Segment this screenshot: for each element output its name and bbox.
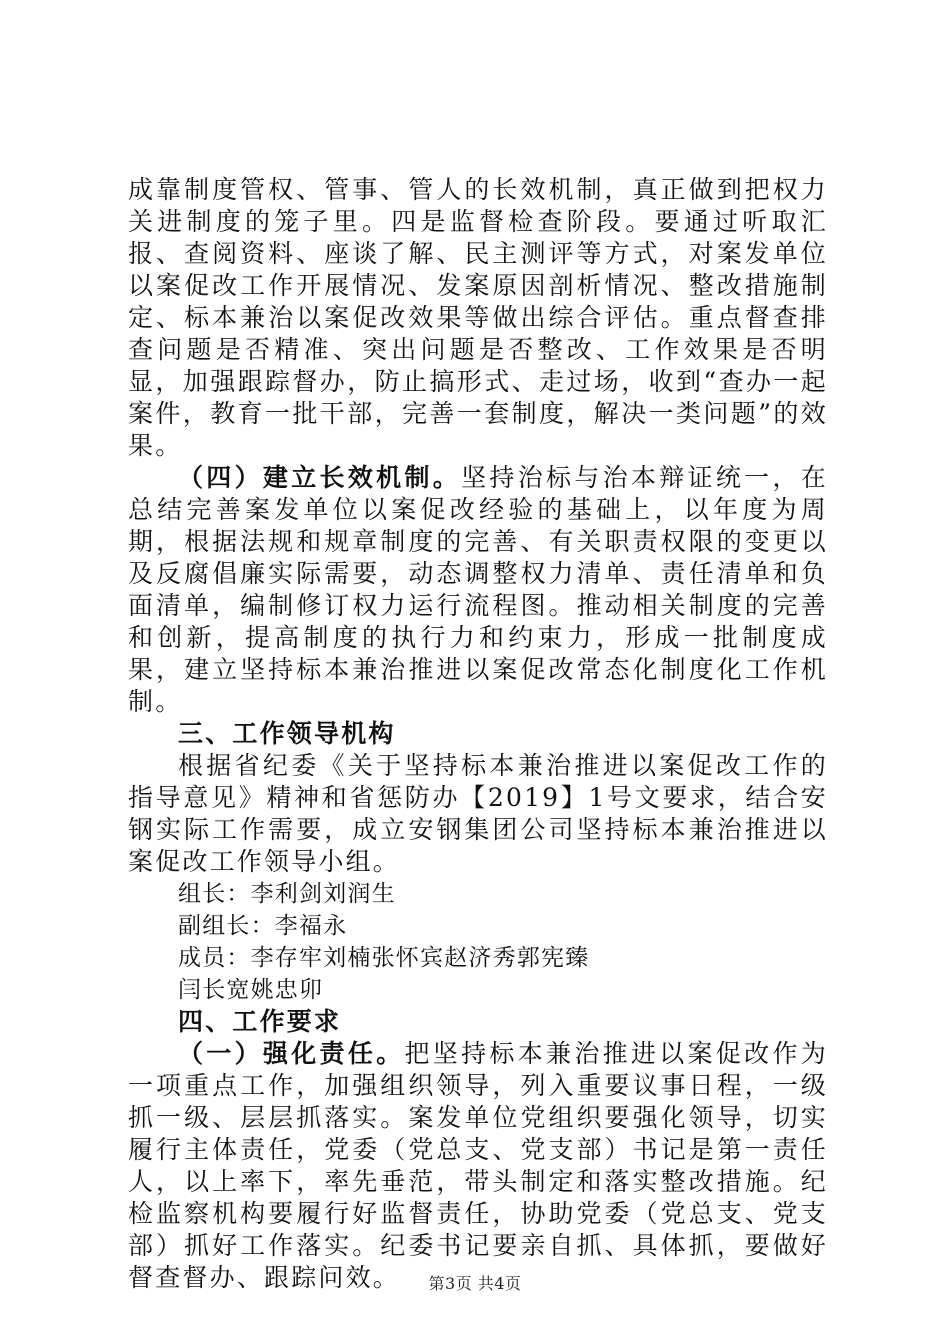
team-members: 成员：李存牢刘楠张怀宾赵济秀郭宪臻 [178, 945, 590, 971]
paragraph-supervision-stage: 成靠制度管权、管事、管人的长效机制，真正做到把权力关进制度的笼子里。四是监督检查阶段。要通过听取汇报、查阅资料、座谈了解、民主测评等方式，对案发单位以案促改工作开展情况、发案原因剖析情况、整改措施制定、标本兼治以案促改效果等做出综合评估。重点督查排查问题是否精准、突出问题是否整改、工作效果是否明显，加强跟踪督办，防止搞形式、走过场，收到“查办一起案件，教育一批干部，完善一套制度，解决一类问题”的效果。 [128, 175, 828, 460]
paragraph-body-four: 坚持治标与治本辩证统一，在总结完善案发单位以案促改经验的基础上，以年度为周期，根据法规和规章制度的完善、有关职责权限的变更以及反腐倡廉实际需要，动态调整权力清单、责任清单和负面清单，编制修订权力运行流程图。推动相关制度的完善和创新，提高制度的执行力和约束力，形成一批制度成果，建立坚持标本兼治推进以案促改常态化制度化工作机制。 [128, 463, 828, 716]
page-number-footer: 第3页 共4页 [428, 1274, 522, 1293]
team-leader: 组长：李利剑刘润生 [178, 881, 396, 907]
paragraph-body-one: 把坚持标本兼治推进以案促改作为一项重点工作，加强组织领导，列入重要议事日程，一级抓一级、层层抓落实。案发单位党组织要强化领导，切实履行主体责任，党委（党总支、党支部）书记是第一责任人，以上率下，率先垂范，带头制定和落实整改措施。纪检监察机构要履行好监督责任，协助党委（党总支、党支部）抓好工作落实。纪委书记要亲自抓、具体抓，要做好督查督办、跟踪问效。 [128, 1039, 828, 1292]
paragraph-leading-body: 根据省纪委《关于坚持标本兼治推进以案促改工作的指导意见》精神和省惩防办【2019】1号文要求，结合安钢实际工作需要，成立安钢集团公司坚持标本兼治推进以案促改工作领导小组。 [128, 751, 828, 876]
paragraph-lead-one: （一）强化责任。 [178, 1039, 405, 1068]
paragraph-lead-four: （四）建立长效机制。 [178, 463, 462, 492]
paragraph-strengthen-responsibility [128, 1038, 828, 1294]
team-deputy-leader: 副组长：李福永 [178, 913, 348, 939]
section-heading-three: 三、工作领导机构 [178, 719, 396, 748]
team-members-continued: 闫长宽姚忠卯 [178, 977, 324, 1003]
section-heading-four: 四、工作要求 [178, 1007, 342, 1036]
paragraph-long-term-mechanism [128, 462, 828, 718]
document-body [128, 174, 828, 1294]
